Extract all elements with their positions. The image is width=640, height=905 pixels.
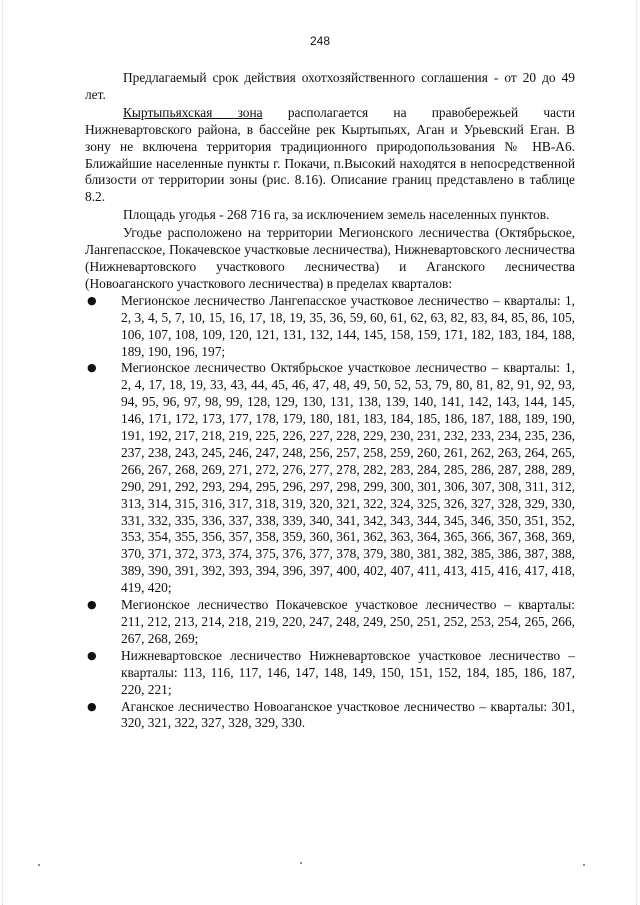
forestry-quarters-list <box>85 293 575 733</box>
scan-edge-left <box>2 0 4 905</box>
document-body <box>85 70 575 732</box>
bullet-icon: ● <box>87 598 97 612</box>
zone-name: Кыртыпьяхская зона <box>123 104 263 120</box>
list-item-text: Мегионское лесничество Лангепасское участковое лесничество – кварталы: 1, 2, 3, 4, 5, 7, 10, 15, 16, 17, 18, 19, 35, 36, 59, 60, 61, 62, 63, 82, 83, 84, 85, 86, 105, 106, 107, 108, 109, 120, 121, 131, 132, 144, 145, 158, 159, 171, 182, 183, 184, 188, 189, 190, 196, 197; <box>121 292 575 359</box>
paragraph-area: Площадь угодья - 268 716 га, за исключением земель населенных пунктов. <box>123 207 550 223</box>
scan-edge-right <box>636 0 638 905</box>
list-item <box>85 648 575 699</box>
paragraph-zone-description <box>85 105 575 206</box>
list-item <box>85 360 575 597</box>
page-number: 248 <box>309 34 331 48</box>
bullet-icon: ● <box>87 293 97 307</box>
scan-speck <box>38 864 40 866</box>
list-item-text: Мегионское лесничество Покачевское участковое лесничество – кварталы: 211, 212, 213, 214, 218, 219, 220, 247, 248, 249, 250, 251, 252, 253, 254, 265, 266, 267, 268, 269; <box>121 597 575 646</box>
scan-speck <box>583 864 585 866</box>
list-item-text: Аганское лесничество Новоаганское участковое лесничество – кварталы: 301, 320, 321, 322, 327, 328, 329, 330. <box>121 698 575 731</box>
paragraph-term: Предлагаемый срок действия охотхозяйственного соглашения - от 20 до 49 лет. <box>85 70 575 102</box>
list-item-text: Мегионское лесничество Октябрьское участковое лесничество – кварталы: 1, 2, 4, 17, 18, 19, 33, 43, 44, 45, 46, 47, 48, 49, 50, 52, 53, 79, 80, 81, 82, 91, 92, 93, 94, 95, 96, 97, 98, 99, 128, 129, 130, 131, 138, 139, 140, 141, 142, 143, 144, 145, 146, 171, 172, 173, 177, 178, 179, 180, 181, 183, 184, 185, 186, 187, 188, 189, 190, 191, 192, 217, 218, 219, 225, 226, 227, 228, 229, 230, 231, 232, 233, 234, 235, 236, 237, 238, 243, 245, 246, 247, 248, 256, 257, 258, 259, 260, 261, 262, 263, 264, 265, 266, 267, 268, 269, 271, 272, 276, 277, 278, 282, 283, 284, 285, 286, 287, 288, 289, 290, 291, 292, 293, 294, 295, 296, 297, 298, 299, 300, 301, 306, 307, 308, 311, 312, 313, 314, 315, 316, 317, 318, 319, 320, 321, 322, 324, 325, 326, 327, 328, 329, 330, 331, 332, 335, 336, 337, 338, 339, 340, 341, 342, 343, 344, 345, 346, 350, 351, 352, 353, 354, 355, 356, 357, 358, 359, 360, 361, 362, 363, 364, 365, 366, 367, 368, 369, 370, 371, 372, 373, 374, 375, 376, 377, 378, 379, 380, 381, 382, 385, 386, 387, 388, 389, 390, 391, 392, 393, 394, 396, 397, 400, 402, 407, 411, 413, 415, 416, 417, 418, 419, 420; <box>121 360 575 596</box>
bullet-icon: ● <box>87 361 97 375</box>
zone-description-text: располагается на правобережьей части Нижневартовского района, в бассейне рек Кыртыпьях, Аган и Урьевский Еган. В зону не включена территория традиционного природопользования № НВ-А6. Ближайшие населенные пункты г. Покачи, п.Высокий находятся в непосредственной близости от территории зоны (рис. 8.16). Описание границ представлено в таблице 8.2. <box>85 104 575 205</box>
bullet-icon: ● <box>87 699 97 713</box>
list-item <box>85 699 575 733</box>
paragraph-location: Угодье расположено на территории Мегионского лесничества (Октябрьское, Лангепасское, Покачевское участковые лесничества), Нижневартовского лесничества (Нижневартовского участкового лесничества) и Аганского лесничества (Новоаганского участкового лесничества) в пределах кварталов: <box>85 225 575 291</box>
scan-speck <box>300 862 302 864</box>
list-item-text: Нижневартовское лесничество Нижневартовское участковое лесничество – кварталы: 113, 116, 117, 146, 147, 148, 149, 150, 151, 152, 184, 185, 186, 187, 220, 221; <box>121 647 575 697</box>
bullet-icon: ● <box>87 648 97 662</box>
list-item <box>85 293 575 361</box>
list-item <box>85 597 575 648</box>
